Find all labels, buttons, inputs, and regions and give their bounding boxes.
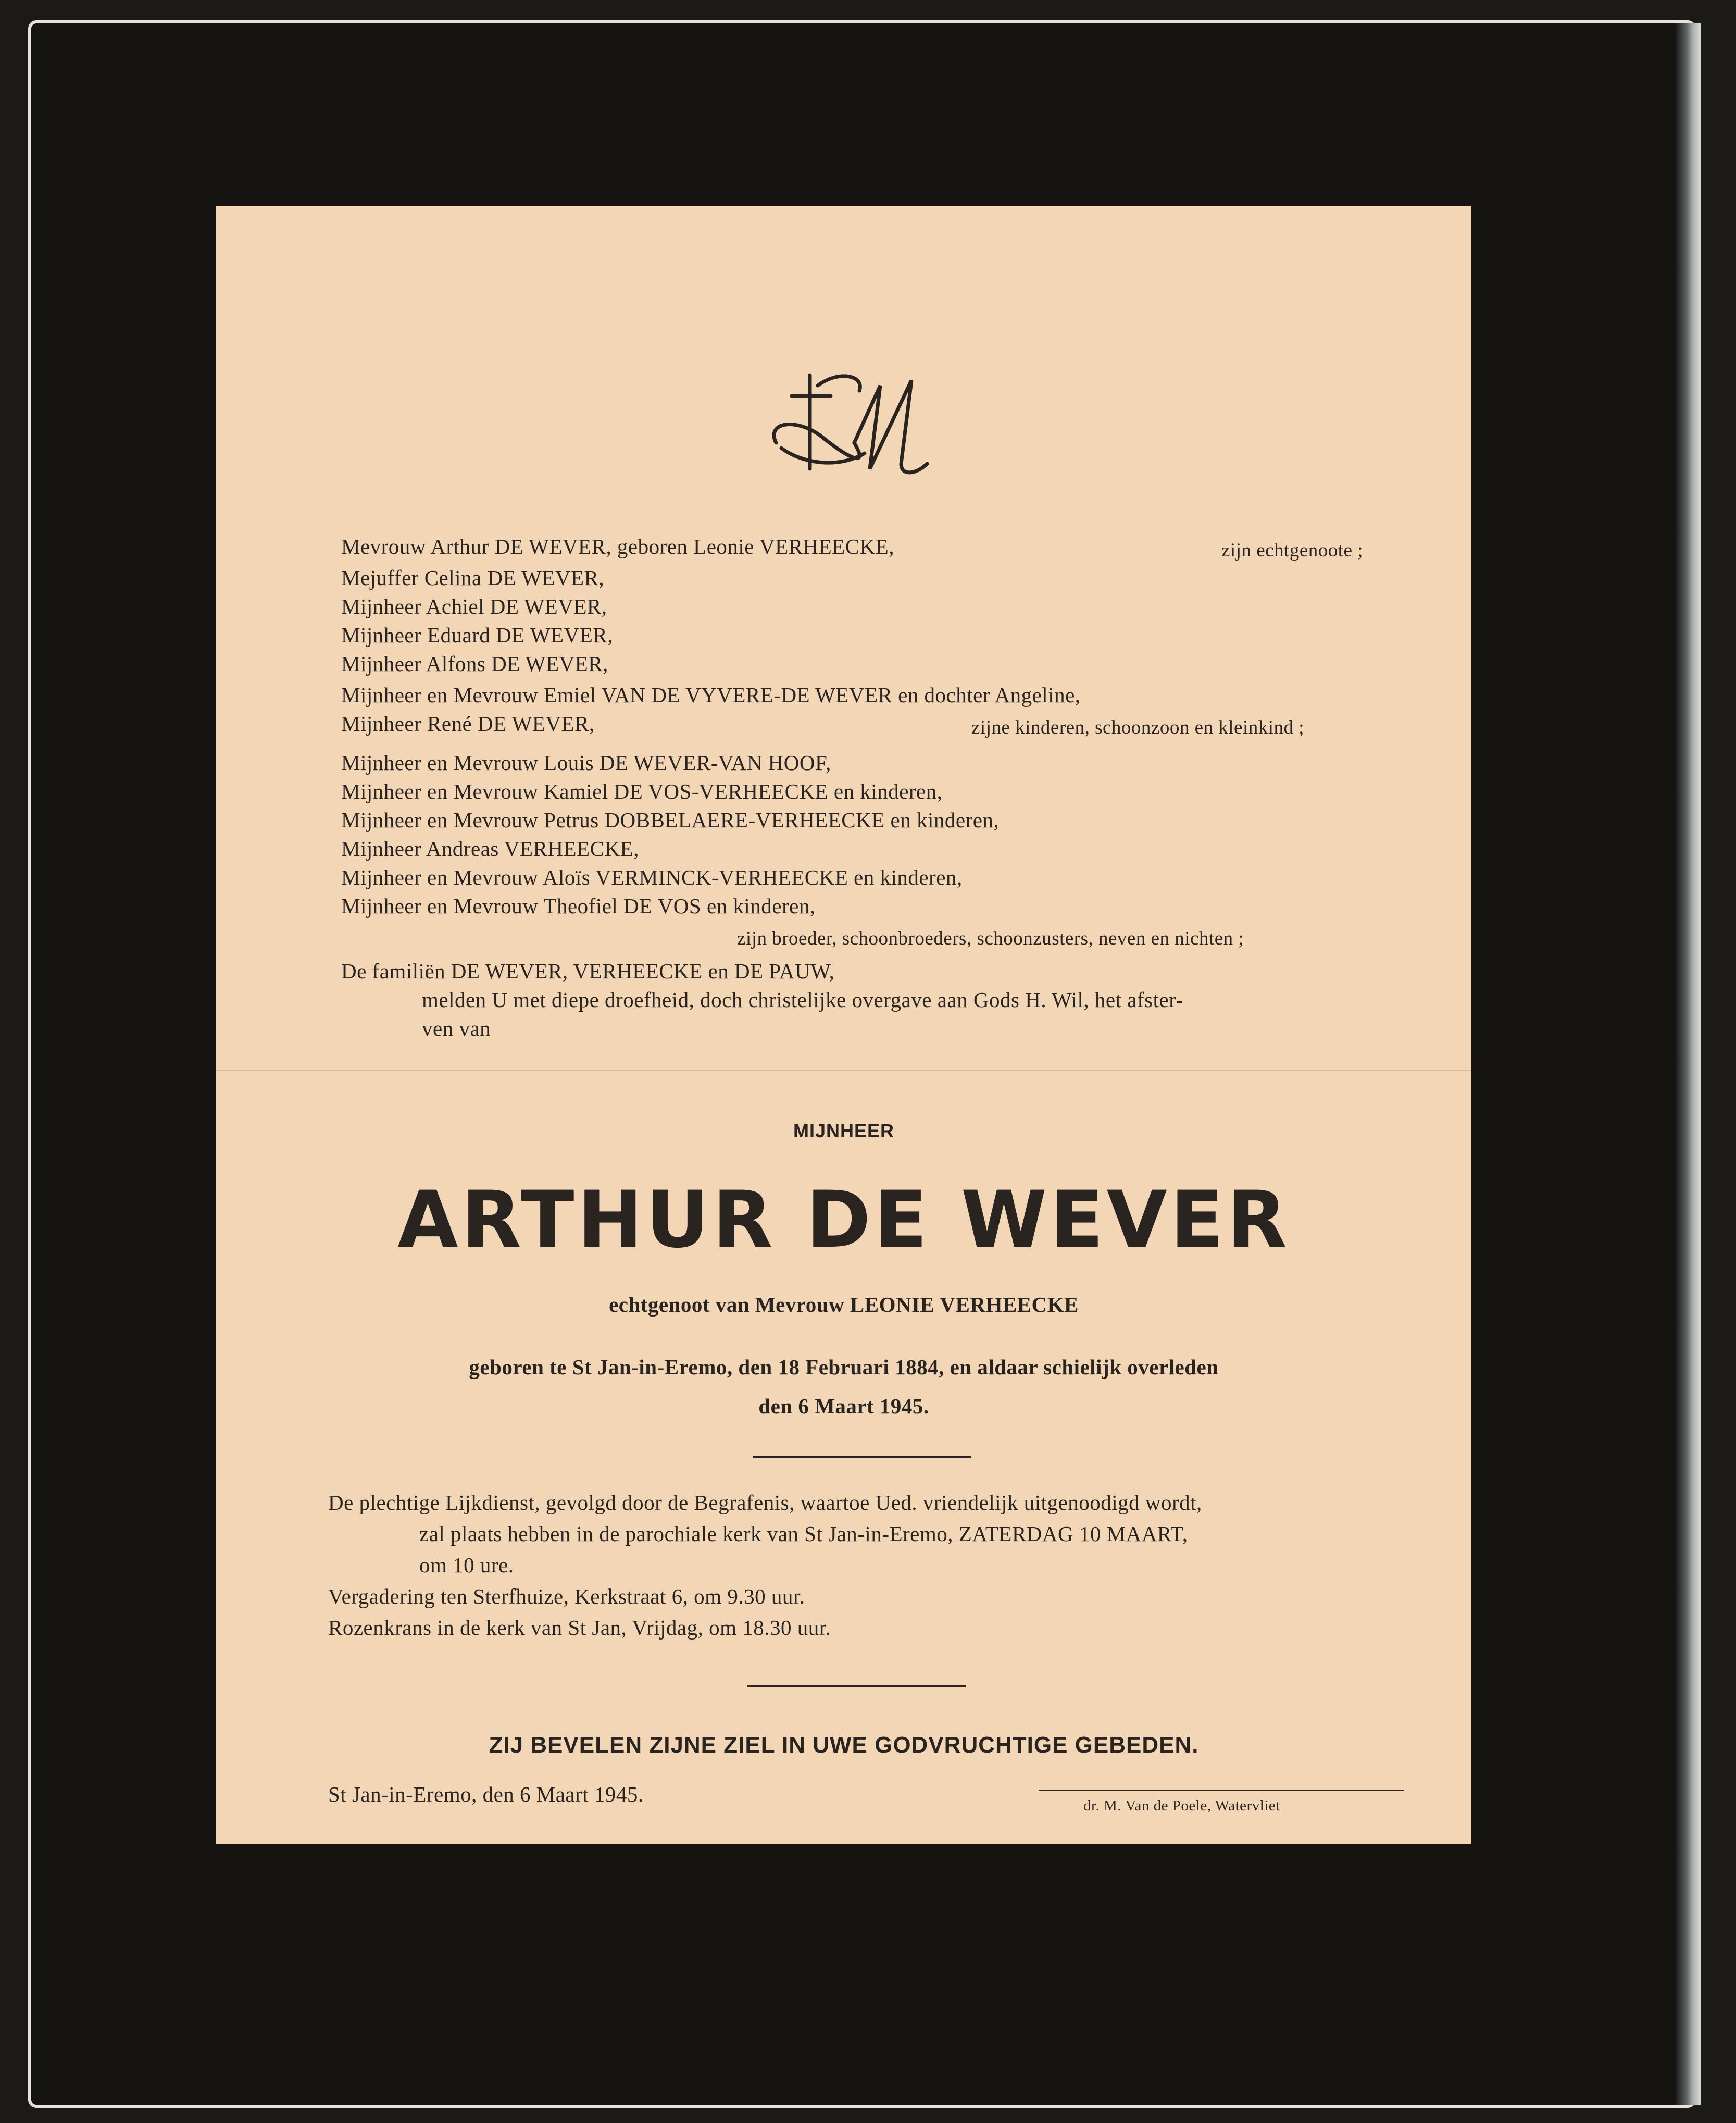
relation-siblings: zijn broeder, schoonbroeders, schoonzusters, neven en nichten ;	[737, 928, 1244, 949]
relative-line: Mijnheer Eduard DE WEVER,	[341, 623, 613, 647]
closing-prayer: ZIJ BEVELEN ZIJNE ZIEL IN UWE GODVRUCHTIGE GEBEDEN.	[489, 1732, 1199, 1758]
relative-line: Mijnheer Andreas VERHEECKE,	[341, 837, 639, 861]
relative-line: Mijnheer en Mevrouw Aloïs VERMINCK-VERHEECKE en kinderen,	[341, 865, 963, 889]
relation-children: zijne kinderen, schoonzoon en kleinkind ;	[971, 717, 1305, 738]
relative-line: Mijnheer en Mevrouw Petrus DOBBELAERE-VERHEECKE en kinderen,	[341, 808, 1000, 832]
service-line: om 10 ure.	[419, 1553, 514, 1577]
birth-line: geboren te St Jan-in-Eremo, den 18 Februari 1884, en aldaar schielijk overleden	[469, 1355, 1219, 1379]
rosary-line: Rozenkrans in de kerk van St Jan, Vrijdag, om 18.30 uur.	[328, 1616, 831, 1640]
relative-line: Mijnheer en Mevrouw Emiel VAN DE VYVERE-DE WEVER en dochter Angeline,	[341, 683, 1081, 707]
relative-line: Mijnheer Alfons DE WEVER,	[341, 652, 608, 676]
cross-monogram-icon	[760, 365, 932, 485]
relative-line: Mijnheer en Mevrouw Louis DE WEVER-VAN HOOF,	[341, 751, 831, 775]
place-date: St Jan-in-Eremo, den 6 Maart 1945.	[328, 1782, 644, 1806]
board-edge	[1675, 23, 1701, 2105]
divider	[753, 1456, 971, 1458]
families-line: De familiën DE WEVER, VERHEECKE en DE PAUW,	[341, 959, 835, 983]
fold-line	[216, 1070, 1471, 1071]
announcement-line: ven van	[422, 1016, 491, 1040]
mourning-card	[216, 206, 1471, 1844]
gathering-line: Vergadering ten Sterfhuize, Kerkstraat 6, om 9.30 uur.	[328, 1584, 805, 1608]
relative-line: Mijnheer en Mevrouw Kamiel DE VOS-VERHEECKE en kinderen,	[341, 779, 943, 803]
service-line: zal plaats hebben in de parochiale kerk van St Jan-in-Eremo, ZATERDAG 10 MAART,	[419, 1522, 1188, 1546]
relative-line: Mijnheer René DE WEVER,	[341, 712, 595, 736]
relative-line: Mijnheer Achiel DE WEVER,	[341, 594, 607, 618]
divider	[747, 1685, 966, 1687]
signature-rule	[1039, 1790, 1404, 1791]
relation-spouse: zijn echtgenoote ;	[1221, 540, 1364, 561]
relative-line: Mejuffer Celina DE WEVER,	[341, 566, 605, 590]
printer-imprint: dr. M. Van de Poele, Watervliet	[1083, 1797, 1280, 1814]
spouse-line: echtgenoot van Mevrouw LEONIE VERHEECKE	[609, 1293, 1079, 1317]
service-line: De plechtige Lijkdienst, gevolgd door de Begrafenis, waartoe Ued. vriendelijk uitgenoodigd wordt,	[328, 1491, 1202, 1514]
death-line: den 6 Maart 1945.	[758, 1394, 929, 1418]
deceased-name: ARTHUR DE WEVER	[397, 1175, 1290, 1265]
widow-line: Mevrouw Arthur DE WEVER, geboren Leonie VERHEECKE,	[341, 535, 894, 558]
deceased-title: MIJNHEER	[793, 1120, 895, 1141]
relative-line: Mijnheer en Mevrouw Theofiel DE VOS en kinderen,	[341, 894, 816, 918]
announcement-line: melden U met diepe droefheid, doch christelijke overgave aan Gods H. Wil, het afster-	[422, 988, 1183, 1012]
